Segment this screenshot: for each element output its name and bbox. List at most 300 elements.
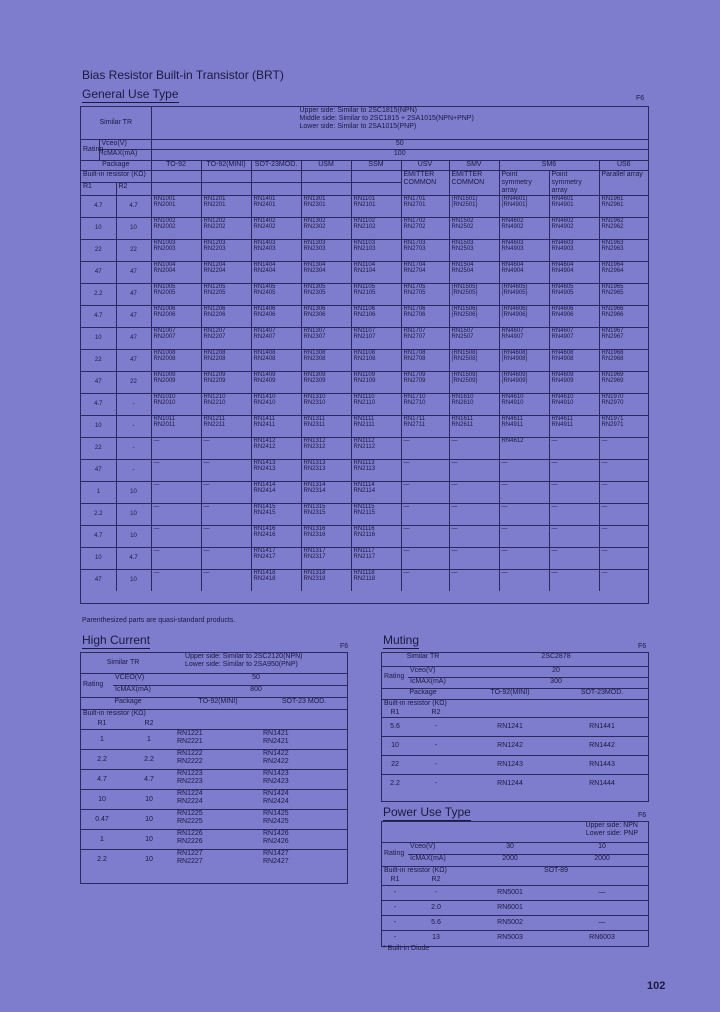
part-number: RN2418	[253, 576, 276, 582]
part-number: RN2409	[253, 378, 276, 384]
part-cell	[151, 393, 201, 415]
part-cell	[201, 415, 251, 437]
r1-value: 22	[81, 239, 116, 261]
mu-row	[382, 775, 648, 794]
part-number: RN1306	[303, 305, 326, 312]
general-row	[81, 305, 648, 327]
part-number: RN1208	[203, 349, 226, 356]
part-cell	[549, 239, 599, 261]
part-cell	[201, 459, 251, 481]
part-number: RN1301	[303, 195, 326, 202]
mu-package-name: SOT-23MOD.	[556, 688, 648, 699]
vceo-label: Vceo(V)	[99, 140, 151, 150]
part-number: RN1414	[253, 481, 276, 488]
pw-vceo-value: 10	[556, 842, 648, 854]
part-cell	[351, 481, 401, 503]
part-number: RN1001	[153, 195, 176, 202]
part-cell	[201, 547, 251, 569]
part-number: RN1318	[303, 569, 326, 576]
part-number: —	[153, 525, 160, 532]
part-number: RN2209	[203, 378, 226, 384]
hc-row	[81, 750, 347, 770]
part-number: RN1417	[253, 547, 276, 554]
part-number: —	[203, 481, 210, 488]
part-cell	[401, 503, 449, 525]
r1-value: 47	[81, 459, 116, 481]
part-number: RN4905	[551, 290, 574, 296]
part-number: —	[551, 437, 558, 444]
r1-value: 10	[81, 327, 116, 349]
general-row	[81, 349, 648, 371]
part-cell	[301, 415, 351, 437]
part-cell	[449, 239, 499, 261]
part-cell	[401, 283, 449, 305]
part-number: RN2105	[353, 290, 376, 296]
part-number: (RN2509)	[451, 378, 478, 384]
part-number: —	[601, 481, 608, 488]
part-number: RN2706	[403, 312, 426, 318]
part-number: RN1302	[303, 217, 326, 224]
part-number: RN1304	[303, 261, 326, 268]
pw-row	[382, 885, 648, 900]
part-cell	[549, 349, 599, 371]
part-number: RN1970	[601, 393, 624, 400]
pw-builtin-label: Built-in resistor (KΩ)	[382, 866, 464, 876]
r2-value: 4.7	[116, 547, 151, 569]
part-number: —	[551, 569, 558, 576]
pw-r2-value: -	[408, 885, 464, 900]
part-number: RN2110	[353, 400, 376, 406]
part-number: RN2962	[601, 224, 624, 230]
package-note: Parallel array	[599, 170, 648, 195]
general-row	[81, 393, 648, 415]
page-number: 102	[647, 980, 666, 992]
part-number: (RN1501)	[451, 195, 478, 202]
part-number: RN1008	[153, 349, 176, 356]
part-cell	[499, 415, 549, 437]
part-number: RN4906	[551, 312, 574, 318]
part-cell	[549, 261, 599, 283]
part-cell	[201, 525, 251, 547]
part-number: RN5001	[464, 885, 556, 900]
r1-value: 10	[81, 547, 116, 569]
part-cell	[201, 437, 251, 459]
part-cell	[401, 459, 449, 481]
part-cell	[499, 349, 549, 371]
similar-tr-label: Similar TR	[99, 119, 133, 126]
mu-r1-value: 22	[382, 756, 408, 775]
mu-row	[382, 737, 648, 756]
part-number: RN1103	[353, 239, 376, 246]
part-number: RN2109	[353, 378, 376, 384]
part-number: RN1203	[203, 239, 226, 246]
r2-value: 22	[116, 371, 151, 393]
part-number: RN1307	[303, 327, 326, 334]
part-number: RN2402	[253, 224, 276, 230]
hc-imax-value: 800	[165, 685, 347, 697]
part-cell	[599, 305, 648, 327]
part-number: RN2007	[153, 334, 176, 340]
hc-package-name: SOT-23 MOD.	[261, 698, 347, 710]
part-number: —	[601, 569, 608, 576]
part-number: RN1421	[263, 730, 289, 737]
part-number: RN2313	[303, 466, 326, 472]
part-number: RN1222	[177, 750, 203, 757]
part-number: —	[403, 569, 410, 576]
r2-value: 22	[116, 239, 151, 261]
part-cell	[599, 261, 648, 283]
part-cell	[301, 371, 351, 393]
part-number: RN1708	[403, 349, 426, 356]
part-cell	[351, 327, 401, 349]
part-cell	[251, 547, 301, 569]
part-cell	[599, 393, 648, 415]
part-number: RN1117	[353, 547, 375, 554]
part-number: —	[203, 503, 210, 510]
part-number: RN1411	[253, 415, 276, 422]
mu-row	[382, 718, 648, 737]
part-number: RN2410	[253, 400, 276, 406]
package-name: USV	[401, 160, 449, 170]
hc-part-cell	[175, 730, 261, 750]
power-title: Power Use Type	[383, 805, 471, 819]
part-number: RN1315	[303, 503, 326, 510]
part-cell	[201, 349, 251, 371]
part-number: (RN1509)	[451, 371, 478, 378]
part-number: RN2203	[203, 246, 226, 252]
part-cell	[599, 503, 648, 525]
part-number: —	[501, 569, 508, 576]
package-note: Point symmetry array	[499, 170, 549, 195]
part-cell	[251, 415, 301, 437]
part-number: —	[403, 525, 410, 532]
part-number: RN1002	[153, 217, 176, 224]
hc-similar-line: Lower side: Similar to 2SA950(PNP)	[185, 661, 298, 668]
part-number: RN1311	[303, 415, 326, 422]
part-number: RN2317	[303, 554, 326, 560]
part-number: RN2001	[153, 202, 176, 208]
part-cell	[301, 239, 351, 261]
part-cell	[449, 305, 499, 327]
part-number: RN1310	[303, 393, 326, 400]
part-number: —	[551, 525, 558, 532]
part-cell	[351, 459, 401, 481]
part-number: RN1316	[303, 525, 326, 532]
power-tag: F6	[638, 812, 647, 819]
part-number: RN2206	[203, 312, 226, 318]
part-number: RN1968	[601, 349, 624, 356]
part-number: RN6003	[556, 930, 648, 945]
part-number: RN4903	[551, 246, 574, 252]
part-number: RN2704	[403, 268, 426, 274]
r2-value: -	[116, 459, 151, 481]
r1-value: 47	[81, 569, 116, 591]
part-cell	[201, 305, 251, 327]
hc-package-label: Package	[81, 698, 175, 710]
mu-rating-label: Rating	[382, 666, 408, 688]
part-number: RN1115	[353, 503, 375, 510]
part-number: RN1503	[451, 239, 474, 246]
part-number: RN4907	[501, 334, 524, 340]
part-number: RN2969	[601, 378, 624, 384]
package-name: SM6	[499, 160, 599, 170]
part-number: RN2707	[403, 334, 426, 340]
part-cell	[401, 261, 449, 283]
part-number: RN1209	[203, 371, 226, 378]
part-cell	[499, 195, 549, 217]
part-number: RN2227	[177, 858, 203, 865]
general-use-table	[80, 106, 649, 604]
general-row	[81, 503, 648, 525]
part-number: RN2401	[253, 202, 276, 208]
part-number: RN2708	[403, 356, 426, 362]
part-number: RN2966	[601, 312, 624, 318]
hc-row	[81, 790, 347, 810]
part-number: RN2305	[303, 290, 326, 296]
hc-part-cell	[175, 790, 261, 810]
part-cell	[449, 437, 499, 459]
package-note: Point symmetry array	[549, 170, 599, 195]
pw-package-value: SOT-89	[464, 866, 648, 876]
part-cell	[301, 327, 351, 349]
part-cell	[599, 283, 648, 305]
r1-value: 22	[81, 437, 116, 459]
part-cell	[599, 481, 648, 503]
part-number: RN1111	[353, 415, 375, 422]
part-number: RN4611	[551, 415, 574, 422]
part-number: RN1109	[353, 371, 376, 378]
hc-r2-value: 10	[123, 810, 175, 830]
part-number: RN1969	[601, 371, 624, 378]
package-name: TO-92(MINI)	[201, 160, 251, 170]
part-number: RN1967	[601, 327, 624, 334]
part-cell	[499, 393, 549, 415]
part-number: RN2404	[253, 268, 276, 274]
r1-value: 10	[81, 415, 116, 437]
part-number: RN1962	[601, 217, 624, 224]
part-number: RN1408	[253, 349, 276, 356]
r1-value: 4.7	[81, 393, 116, 415]
part-number: RN2106	[353, 312, 376, 318]
pw-imax-label: IcMAX(mA)	[408, 854, 464, 866]
part-cell	[251, 261, 301, 283]
part-number: RN2117	[353, 554, 376, 560]
part-number: RN1205	[203, 283, 226, 290]
part-number: RN2314	[303, 488, 326, 494]
part-cell	[449, 283, 499, 305]
part-number: RN1241	[464, 718, 556, 737]
part-number: —	[601, 503, 608, 510]
package-name: US6	[599, 160, 648, 170]
high-current-tag: F6	[340, 643, 349, 650]
part-number: —	[451, 459, 458, 466]
part-number: RN1701	[403, 195, 426, 202]
part-number: RN1404	[253, 261, 276, 268]
part-number: RN1105	[353, 283, 376, 290]
pw-r2-value: 13	[408, 930, 464, 945]
part-number: RN1003	[153, 239, 176, 246]
part-number: RN4902	[551, 224, 574, 230]
part-number: RN1009	[153, 371, 176, 378]
part-cell	[499, 503, 549, 525]
mu-similar-value: 2SC2878	[541, 653, 571, 660]
part-number: RN1210	[203, 393, 226, 400]
builtin-resistor-label: Built-in resistor (KΩ)	[81, 170, 151, 183]
pw-r2-value: 2.0	[408, 900, 464, 915]
part-number: —	[403, 437, 410, 444]
part-number: RN1711	[403, 415, 426, 422]
pw-similar-line: Upper side: NPN	[585, 822, 638, 829]
hc-r1-value: 2.2	[81, 750, 123, 770]
part-number: RN2507	[451, 334, 474, 340]
part-number: RN2114	[353, 488, 376, 494]
part-cell	[351, 569, 401, 591]
part-number: —	[556, 915, 648, 930]
pw-imax-value: 2000	[464, 854, 556, 866]
pw-row	[382, 930, 648, 945]
part-number: RN2306	[303, 312, 326, 318]
part-cell	[599, 459, 648, 481]
part-number: RN1965	[601, 283, 624, 290]
part-number: RN1106	[353, 305, 376, 312]
part-number: RN2970	[601, 400, 624, 406]
part-cell	[201, 569, 251, 591]
part-number: RN2426	[263, 838, 289, 845]
mu-r2-label: R2	[431, 708, 441, 716]
part-number: RN2967	[601, 334, 624, 340]
r2-value: 47	[116, 283, 151, 305]
package-name: TO-92	[151, 160, 201, 170]
part-cell	[301, 305, 351, 327]
part-number: RN2701	[403, 202, 426, 208]
part-number: RN1412	[253, 437, 276, 444]
part-number: RN4604	[551, 261, 574, 268]
part-number: RN2710	[403, 400, 426, 406]
vceo-value: 50	[395, 140, 404, 147]
part-number: RN1243	[464, 756, 556, 775]
part-number: RN1441	[556, 718, 648, 737]
part-number: RN2204	[203, 268, 226, 274]
part-number: RN1426	[263, 830, 289, 837]
general-row	[81, 195, 648, 217]
part-cell	[151, 415, 201, 437]
mu-imax-value: 300	[464, 677, 648, 688]
part-number: RN4605	[551, 283, 574, 290]
part-cell	[599, 371, 648, 393]
part-number: RN4603	[551, 239, 574, 246]
part-cell	[549, 327, 599, 349]
part-number: RN2112	[353, 444, 376, 450]
part-number: RN1317	[303, 547, 326, 554]
part-number: —	[601, 459, 608, 466]
part-cell	[351, 393, 401, 415]
part-number: RN1244	[464, 775, 556, 794]
part-number: RN1204	[203, 261, 226, 268]
part-number: RN2101	[353, 202, 376, 208]
part-number: RN1425	[263, 810, 289, 817]
part-number: RN1502	[451, 217, 474, 224]
part-number: RN2411	[253, 422, 276, 428]
part-cell	[351, 305, 401, 327]
part-cell	[401, 481, 449, 503]
r2-value: -	[116, 437, 151, 459]
r1-value: 2.2	[81, 503, 116, 525]
mu-similar-label: Similar TR	[406, 653, 440, 660]
hc-similar-line: Upper side: Similar to 2SC2120(NPN)	[185, 653, 303, 660]
general-rating-table	[81, 139, 648, 160]
part-number: RN4907	[551, 334, 574, 340]
part-cell	[301, 459, 351, 481]
pw-parts-table	[382, 876, 648, 945]
part-number: RN1507	[451, 327, 474, 334]
part-number: RN2703	[403, 246, 426, 252]
part-cell	[301, 481, 351, 503]
r2-value: 47	[116, 349, 151, 371]
part-number: RN2709	[403, 378, 426, 384]
r1-value: 22	[81, 349, 116, 371]
part-cell	[549, 195, 599, 217]
part-number: RN2415	[253, 510, 276, 516]
pw-r1-value: -	[382, 915, 408, 930]
part-cell	[251, 525, 301, 547]
part-number: (RN1508)	[451, 349, 478, 356]
part-number: RN1116	[353, 525, 375, 532]
part-cell	[549, 393, 599, 415]
part-number: RN2111	[353, 422, 375, 428]
part-cell	[499, 283, 549, 305]
part-cell	[499, 371, 549, 393]
part-number: RN2005	[153, 290, 176, 296]
part-number: RN1207	[203, 327, 226, 334]
general-row	[81, 239, 648, 261]
hc-vceo-value: 50	[165, 673, 347, 685]
part-cell	[549, 305, 599, 327]
hc-part-cell	[261, 850, 347, 870]
part-cell	[251, 195, 301, 217]
part-number: RN1705	[403, 283, 426, 290]
part-cell	[599, 239, 648, 261]
part-cell	[251, 371, 301, 393]
part-cell	[151, 481, 201, 503]
part-number: RN2103	[353, 246, 376, 252]
hc-r1-value: 10	[81, 790, 123, 810]
part-number: —	[403, 547, 410, 554]
part-number: RN2011	[153, 422, 176, 428]
part-cell	[351, 283, 401, 305]
part-number: RN1710	[403, 393, 426, 400]
package-note: EMITTER COMMON	[449, 170, 499, 195]
part-number: —	[551, 459, 558, 466]
part-cell	[401, 415, 449, 437]
part-number: RN4608	[551, 349, 574, 356]
part-cell	[599, 327, 648, 349]
pw-r2-value: 5.6	[408, 915, 464, 930]
general-row	[81, 283, 648, 305]
part-cell	[251, 217, 301, 239]
part-cell	[301, 261, 351, 283]
mu-imax-label: IcMAX(mA)	[408, 677, 464, 688]
hc-imax-label: IcMAX(mA)	[113, 685, 165, 697]
part-cell	[151, 459, 201, 481]
part-cell	[251, 437, 301, 459]
hc-r2-value: 10	[123, 830, 175, 850]
part-number: RN4609	[551, 371, 574, 378]
part-number: RN2304	[303, 268, 326, 274]
part-cell	[599, 349, 648, 371]
part-cell	[301, 569, 351, 591]
part-number: RN2422	[263, 758, 289, 765]
part-number: RN1704	[403, 261, 426, 268]
